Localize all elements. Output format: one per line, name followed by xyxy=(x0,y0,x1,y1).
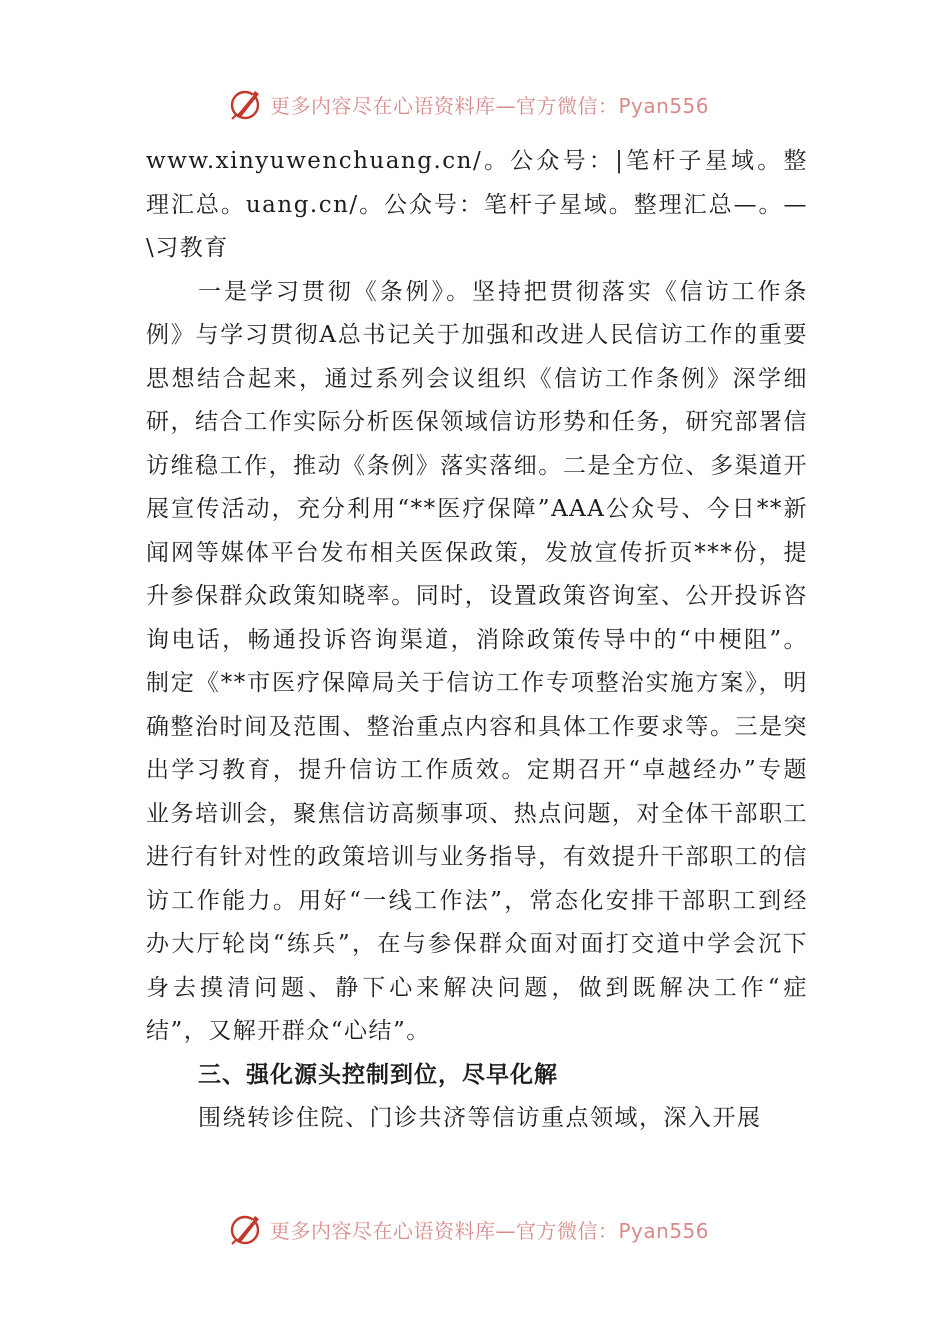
quill-pen-logo-icon xyxy=(228,86,264,122)
quill-pen-logo-icon xyxy=(228,1211,264,1247)
banner-tagline: 更多内容尽在心语资料库—官方微信：Pyan556 xyxy=(270,93,710,118)
header-banner xyxy=(228,82,748,126)
document-body xyxy=(146,140,808,1141)
paragraph-continued: 围绕转诊住院、门诊共济等信访重点领域，深入开展 xyxy=(198,1105,762,1131)
footer-banner xyxy=(228,1207,748,1251)
paragraph-main: 一是学习贯彻《条例》。坚持把贯彻落实《信访工作条例》与学习贯彻A总书记关于加强和改进人民信访工作的重要思想结合起来，通过系列会议组织《信访工作条例》深学细研，结合工作实际分析医保领域信访形势和任务，研究部署信访维稳工作，推动《条例》落实落细。二是全方位、多渠道开展宣传活动，充分利用“**医疗保障”AAA公众号、今日**新闻网等媒体平台发布相关医保政策，发放宣传折页***份，提升参保群众政策知晓率。同时，设置政策咨询室、公开投诉咨询电话，畅通投诉咨询渠道，消除政策传导中的“中梗阻”。制定《**市医疗保障局关于信访工作专项整治实施方案》，明确整治时间及范围、整治重点内容和具体工作要求等。三是突出学习教育，提升信访工作质效。定期召开“卓越经办”专题业务培训会，聚焦信访高频事项、热点问题，对全体干部职工进行有针对性的政策培训与业务指导，有效提升干部职工的信访工作能力。用好“一线工作法”，常态化安排干部职工到经办大厅轮岗“练兵”，在与参保群众面对面打交道中学会沉下身去摸清问题、静下心来解决问题，做到既解决工作“症结”，又解开群众“心结”。 xyxy=(146,278,808,1044)
paragraph-intro: www.xinyuwenchuang.cn/。公众号：|笔杆子星域。整理汇总。uang.cn/。公众号：笔杆子星域。整理汇总—。—\习教育 xyxy=(146,148,808,261)
banner-tagline: 更多内容尽在心语资料库—官方微信：Pyan556 xyxy=(270,1218,710,1243)
section-heading: 三、强化源头控制到位，尽早化解 xyxy=(198,1061,558,1088)
